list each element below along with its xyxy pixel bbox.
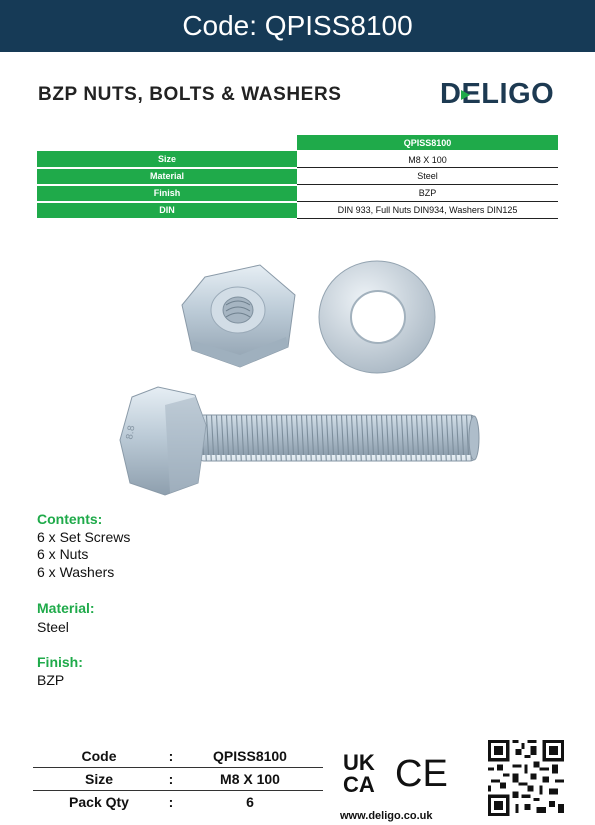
spec-row bbox=[37, 168, 558, 185]
spec-key: Material bbox=[37, 168, 297, 185]
spec-column-header: QPISS8100 bbox=[297, 135, 558, 151]
spec-key: DIN bbox=[37, 202, 297, 219]
summary-key: Pack Qty bbox=[69, 794, 129, 810]
deligo-logo: DELIGO bbox=[440, 78, 555, 110]
spec-header-row bbox=[37, 135, 558, 151]
summary-value: QPISS8100 bbox=[213, 748, 287, 764]
compliance-marks bbox=[343, 748, 453, 798]
material-heading: Material: bbox=[37, 600, 95, 616]
summary-key: Code bbox=[81, 748, 117, 764]
spec-value: M8 X 100 bbox=[297, 151, 558, 168]
website-url[interactable]: www.deligo.co.uk bbox=[340, 810, 433, 822]
summary-value: 6 bbox=[246, 794, 254, 810]
product-image bbox=[110, 255, 485, 500]
summary-table bbox=[33, 745, 323, 813]
logo-arrow-icon: E bbox=[461, 78, 482, 110]
svg-text:UK: UK bbox=[343, 750, 375, 775]
summary-row bbox=[33, 745, 323, 768]
summary-sep: : bbox=[168, 771, 174, 787]
hex-bolt-icon bbox=[120, 387, 479, 495]
summary-sep: : bbox=[168, 748, 174, 764]
contents-line: 6 x Set Screws bbox=[37, 529, 131, 545]
summary-row bbox=[33, 791, 323, 813]
svg-text:CE: CE bbox=[395, 753, 448, 795]
ce-mark-icon bbox=[395, 753, 448, 795]
summary-sep: : bbox=[168, 794, 174, 810]
contents-heading: Contents: bbox=[37, 511, 103, 527]
qr-code-icon bbox=[488, 740, 564, 816]
spec-value: DIN 933, Full Nuts DIN934, Washers DIN125 bbox=[297, 202, 558, 219]
spec-row bbox=[37, 185, 558, 202]
spec-row bbox=[37, 202, 558, 219]
spec-key: Size bbox=[37, 151, 297, 168]
page-header bbox=[0, 0, 595, 52]
contents-line: 6 x Washers bbox=[37, 564, 115, 580]
svg-text:8.8: 8.8 bbox=[125, 424, 138, 441]
spec-table bbox=[37, 135, 558, 220]
contents-line: 6 x Nuts bbox=[37, 546, 89, 562]
product-title: BZP NUTS, BOLTS & WASHERS bbox=[38, 84, 342, 105]
spec-row bbox=[37, 151, 558, 168]
summary-value: M8 X 100 bbox=[220, 771, 280, 787]
spec-value: BZP bbox=[297, 185, 558, 202]
spec-key: Finish bbox=[37, 185, 297, 202]
summary-row bbox=[33, 768, 323, 791]
ukca-mark-icon bbox=[343, 750, 375, 797]
svg-text:CA: CA bbox=[343, 772, 375, 797]
washer-icon bbox=[319, 261, 435, 373]
spec-value: Steel bbox=[297, 168, 558, 185]
code-title: Code: QPISS8100 bbox=[182, 10, 413, 41]
material-value: Steel bbox=[37, 619, 69, 635]
summary-key: Size bbox=[84, 771, 113, 787]
finish-heading: Finish: bbox=[37, 654, 83, 670]
finish-value: BZP bbox=[37, 672, 65, 688]
hex-nut-icon bbox=[182, 265, 295, 367]
